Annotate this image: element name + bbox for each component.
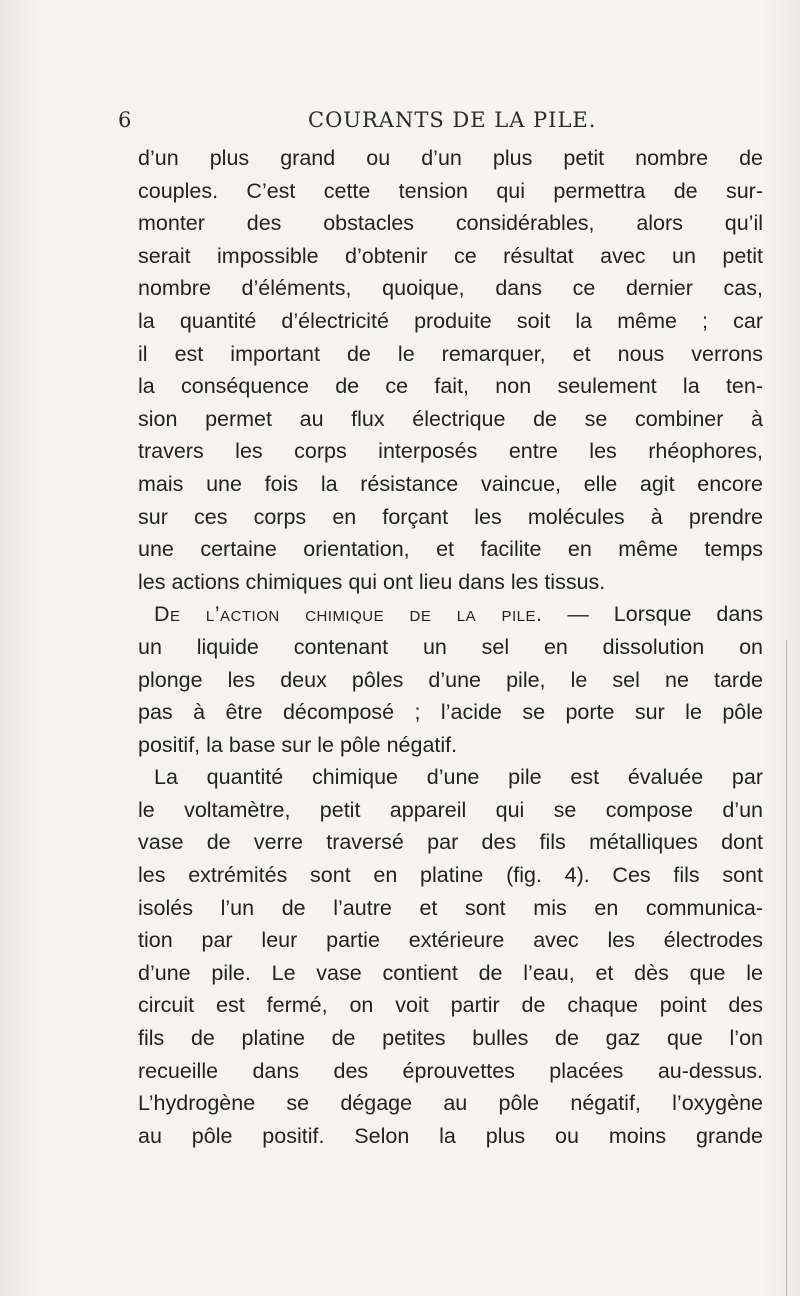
- text-line: couples. C’est cette tension qui permettra de sur-: [138, 178, 763, 203]
- text-line: pas à être décomposé ; l’acide se porte sur le pôle: [138, 700, 763, 725]
- body-text: [138, 142, 763, 1152]
- page-header: [118, 108, 698, 138]
- text-line: les actions chimiques qui ont lieu dans les tissus.: [138, 569, 606, 594]
- text-line: d’une pile. Le vase contient de l’eau, et dès que le: [138, 960, 763, 985]
- text-line: serait impossible d’obtenir ce résultat avec un petit: [138, 243, 763, 268]
- running-head: COURANTS DE LA PILE.: [308, 108, 597, 132]
- section-heading: De l’action chimique de la pile.: [154, 602, 543, 627]
- text-line: d’un plus grand ou d’un plus petit nombre de: [138, 146, 763, 170]
- text-line: positif, la base sur le pôle négatif.: [138, 732, 458, 757]
- text-line: tion par leur partie extérieure avec les électrodes: [138, 928, 763, 953]
- text-line: la quantité d’électricité produite soit la même ; car: [138, 308, 763, 333]
- text-line: vase de verre traversé par des fils métalliques dont: [138, 830, 763, 855]
- text-line: mais une fois la résistance vaincue, elle agit encore: [138, 471, 763, 496]
- text-line: au pôle positif. Selon la plus ou moins grande: [138, 1123, 763, 1148]
- text-run: — Lorsque dans: [542, 602, 763, 627]
- text-line: une certaine orientation, et facilite en même temps: [138, 537, 763, 562]
- text-line: plonge les deux pôles d’une pile, le sel ne tarde: [138, 667, 763, 692]
- text-line: sur ces corps en forçant les molécules à prendre: [138, 504, 763, 529]
- text-line: il est important de le remarquer, et nous verrons: [138, 341, 763, 366]
- text-line: isolés l’un de l’autre et sont mis en communica-: [138, 895, 763, 920]
- text-line: le voltamètre, petit appareil qui se compose d’un: [138, 797, 763, 822]
- text-line: recueille dans des éprouvettes placées au-dessus.: [138, 1058, 763, 1083]
- text-line: travers les corps interposés entre les rhéophores,: [138, 439, 763, 464]
- page-number: 6: [118, 108, 132, 132]
- text-line: sion permet au flux électrique de se combiner à: [138, 406, 763, 431]
- page-edge-line: [786, 640, 787, 1296]
- text-line: nombre d’éléments, quoique, dans ce dernier cas,: [138, 276, 763, 301]
- text-line: L’hydrogène se dégage au pôle négatif, l’oxygène: [138, 1091, 763, 1116]
- text-line: les extrémités sont en platine (fig. 4). Ces fils sont: [138, 863, 763, 888]
- section-heading-line: [138, 598, 763, 631]
- text-line: fils de platine de petites bulles de gaz que l’on: [138, 1026, 763, 1051]
- text-line: La quantité chimique d’une pile est évaluée par: [154, 765, 763, 790]
- text-line: la conséquence de ce fait, non seulement la ten-: [138, 374, 763, 399]
- text-line: un liquide contenant un sel en dissolution on: [138, 634, 763, 659]
- text-line: circuit est fermé, on voit partir de chaque point des: [138, 993, 763, 1018]
- text-line: monter des obstacles considérables, alors qu’il: [138, 211, 763, 236]
